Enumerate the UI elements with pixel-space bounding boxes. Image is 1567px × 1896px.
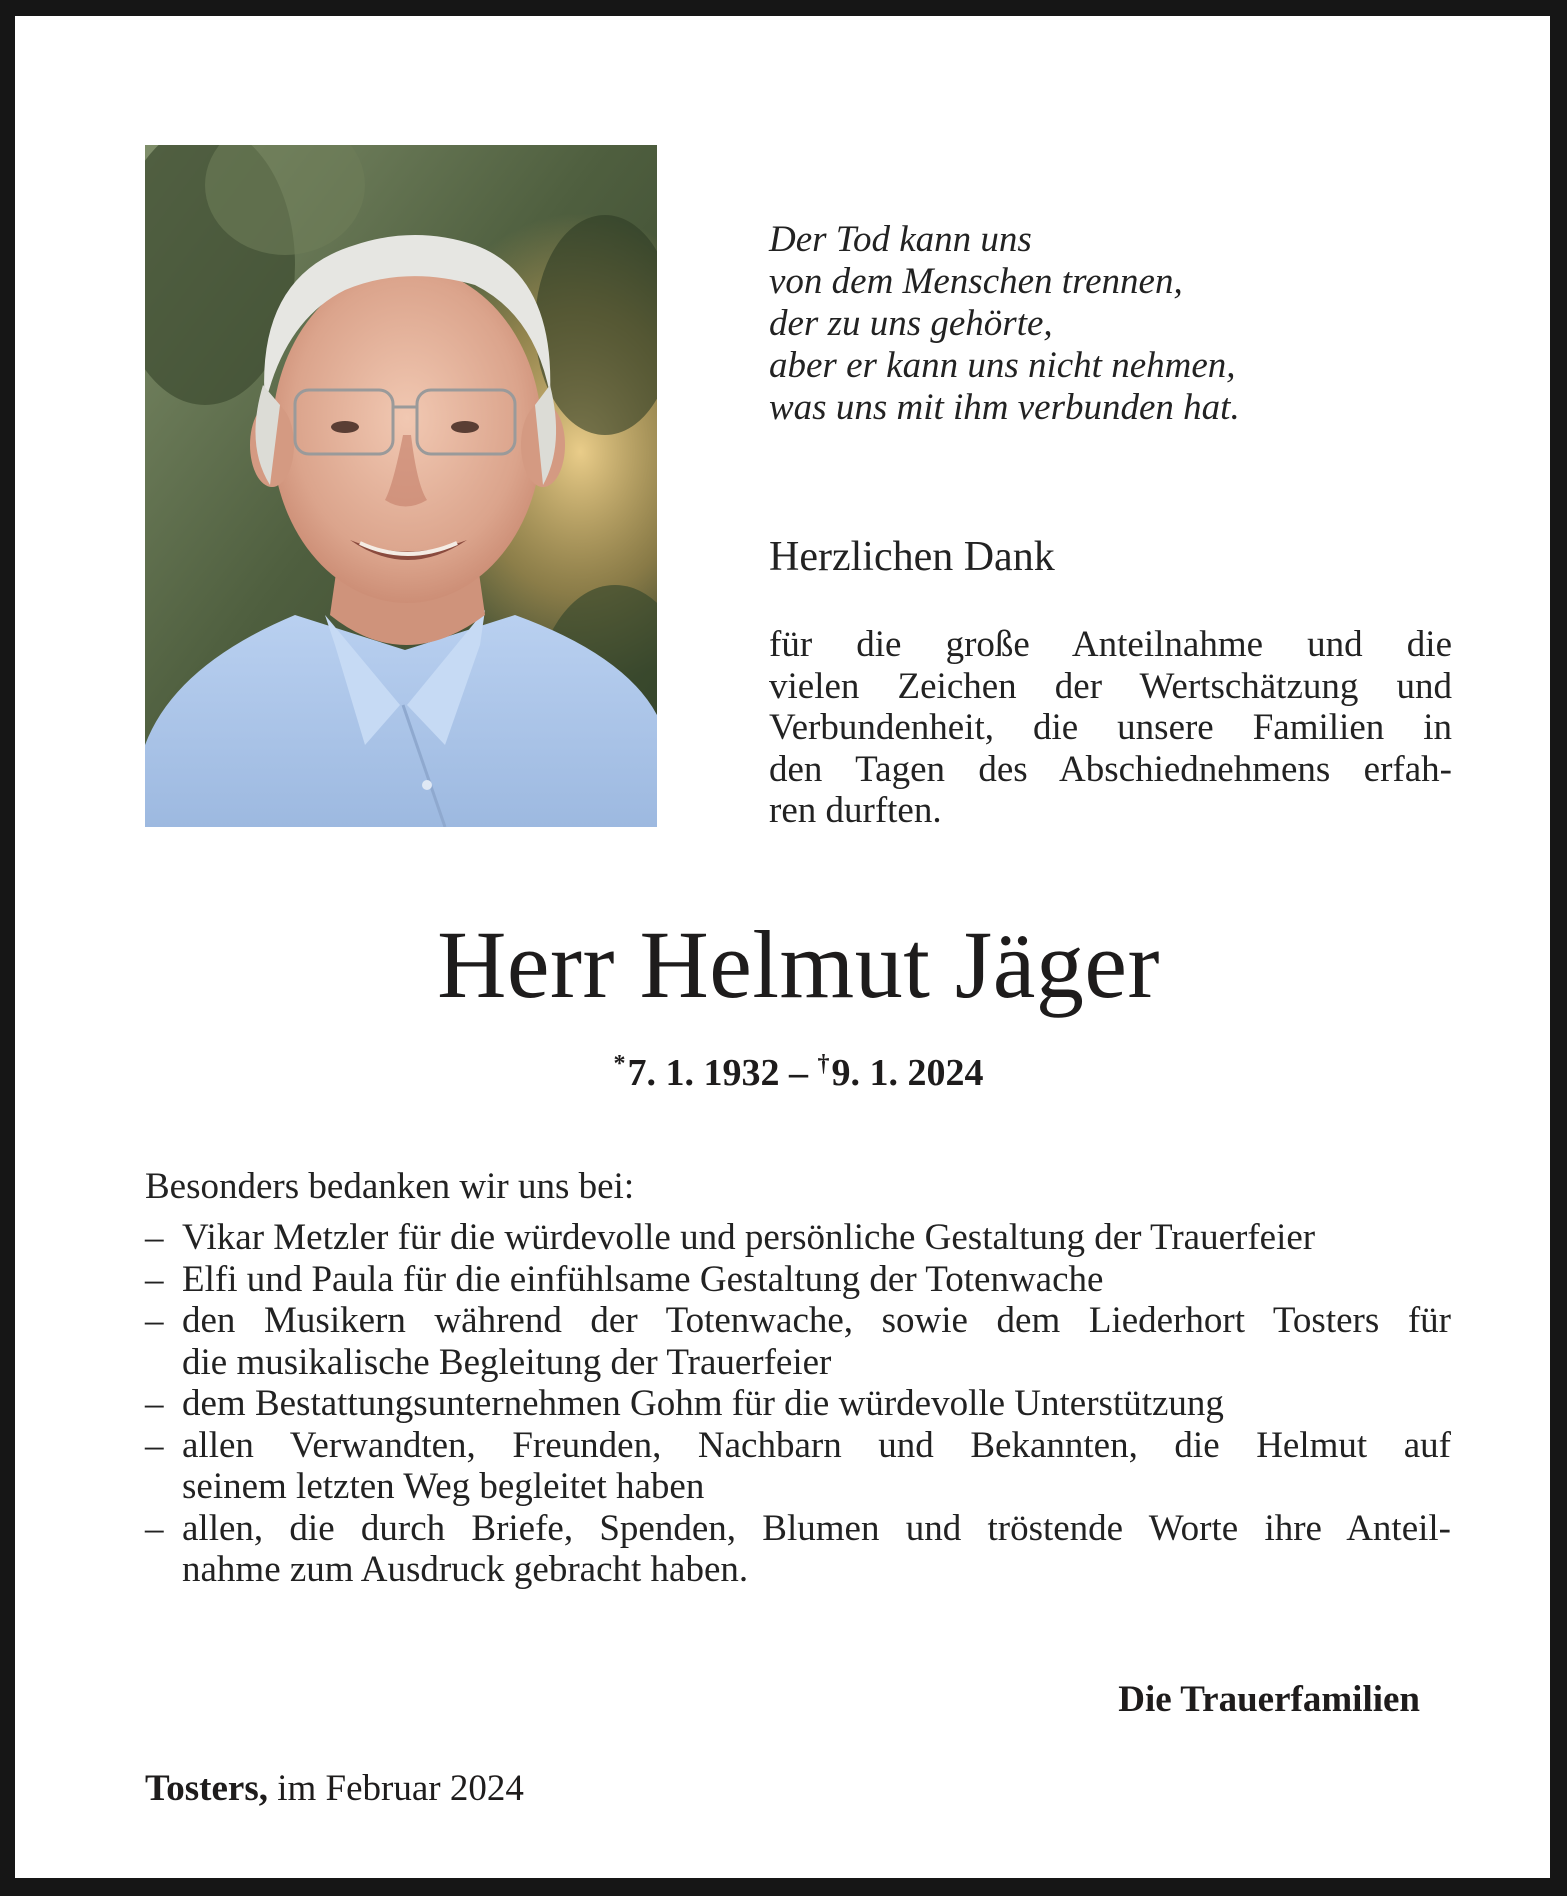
list-item-line: allen, die durch Briefe, Spenden, Blumen und tröstende Worte ihre Anteil- bbox=[182, 1507, 1451, 1549]
quote-line: aber er kann uns nicht nehmen, bbox=[769, 345, 1236, 386]
list-item-line: die musikalische Begleitung der Trauerfeier bbox=[182, 1341, 832, 1383]
list-item-line: seinem letzten Weg begleitet haben bbox=[182, 1466, 705, 1507]
date-text: im Februar 2024 bbox=[277, 1768, 524, 1809]
thanks-paragraph bbox=[769, 624, 1452, 832]
acknowledgement-list bbox=[145, 1217, 1451, 1591]
signature: Die Trauerfamilien bbox=[1118, 1679, 1420, 1720]
list-item-line: Elfi und Paula für die einfühlsame Gestaltung der Totenwache bbox=[182, 1258, 1104, 1300]
list-item-line: nahme zum Ausdruck gebracht haben. bbox=[182, 1549, 749, 1590]
place: Tosters, bbox=[145, 1768, 268, 1809]
list-item-line: dem Bestattungsunternehmen Gohm für die würdevolle Unterstützung bbox=[182, 1383, 1224, 1424]
memorial-quote bbox=[769, 219, 1469, 429]
list-item-line: allen Verwandten, Freunden, Nachbarn und Bekannten, die Helmut auf bbox=[182, 1424, 1451, 1466]
list-item bbox=[145, 1217, 1451, 1259]
dash-bullet: – bbox=[145, 1300, 164, 1341]
deceased-name: Herr Helmut Jäger bbox=[437, 911, 1160, 1018]
list-item bbox=[145, 1383, 1451, 1425]
quote-line: von dem Menschen trennen, bbox=[769, 261, 1183, 302]
acknowledgement-intro: Besonders bedanken wir uns bei: bbox=[145, 1166, 635, 1207]
birth-symbol: * bbox=[613, 1051, 626, 1077]
birth-date: 7. 1. 1932 bbox=[627, 1052, 780, 1094]
dash-bullet: – bbox=[145, 1258, 164, 1300]
thanks-line: ren durften. bbox=[769, 790, 942, 831]
thanks-line: den Tagen des Abschiednehmens erfah- bbox=[769, 748, 1452, 790]
list-item bbox=[145, 1425, 1451, 1508]
quote-line: was uns mit ihm verbunden hat. bbox=[769, 387, 1240, 428]
list-item-line: den Musikern während der Totenwache, sowie dem Liederhort Tosters für bbox=[182, 1300, 1451, 1341]
list-item-line: Vikar Metzler für die würdevolle und persönliche Gestaltung der Trauerfeier bbox=[182, 1217, 1316, 1258]
list-item bbox=[145, 1300, 1451, 1383]
thanks-line: für die große Anteilnahme und die bbox=[769, 624, 1452, 665]
place-and-date bbox=[145, 1767, 524, 1811]
list-item bbox=[145, 1259, 1451, 1301]
date-separator: – bbox=[789, 1052, 808, 1094]
death-date: 9. 1. 2024 bbox=[831, 1052, 984, 1094]
life-dates bbox=[15, 1039, 1567, 1098]
dash-bullet: – bbox=[145, 1424, 164, 1466]
thanks-line: Verbundenheit, die unsere Familien in bbox=[769, 707, 1452, 748]
death-symbol: † bbox=[817, 1051, 830, 1077]
thanks-line: vielen Zeichen der Wertschätzung und bbox=[769, 665, 1452, 707]
dash-bullet: – bbox=[145, 1383, 164, 1424]
dash-bullet: – bbox=[145, 1507, 164, 1549]
dash-bullet: – bbox=[145, 1217, 164, 1258]
quote-line: der zu uns gehörte, bbox=[769, 303, 1053, 344]
thanks-heading: Herzlichen Dank bbox=[769, 534, 1055, 580]
portrait-photo bbox=[145, 145, 657, 827]
list-item bbox=[145, 1508, 1451, 1591]
quote-line: Der Tod kann uns bbox=[769, 219, 1032, 260]
